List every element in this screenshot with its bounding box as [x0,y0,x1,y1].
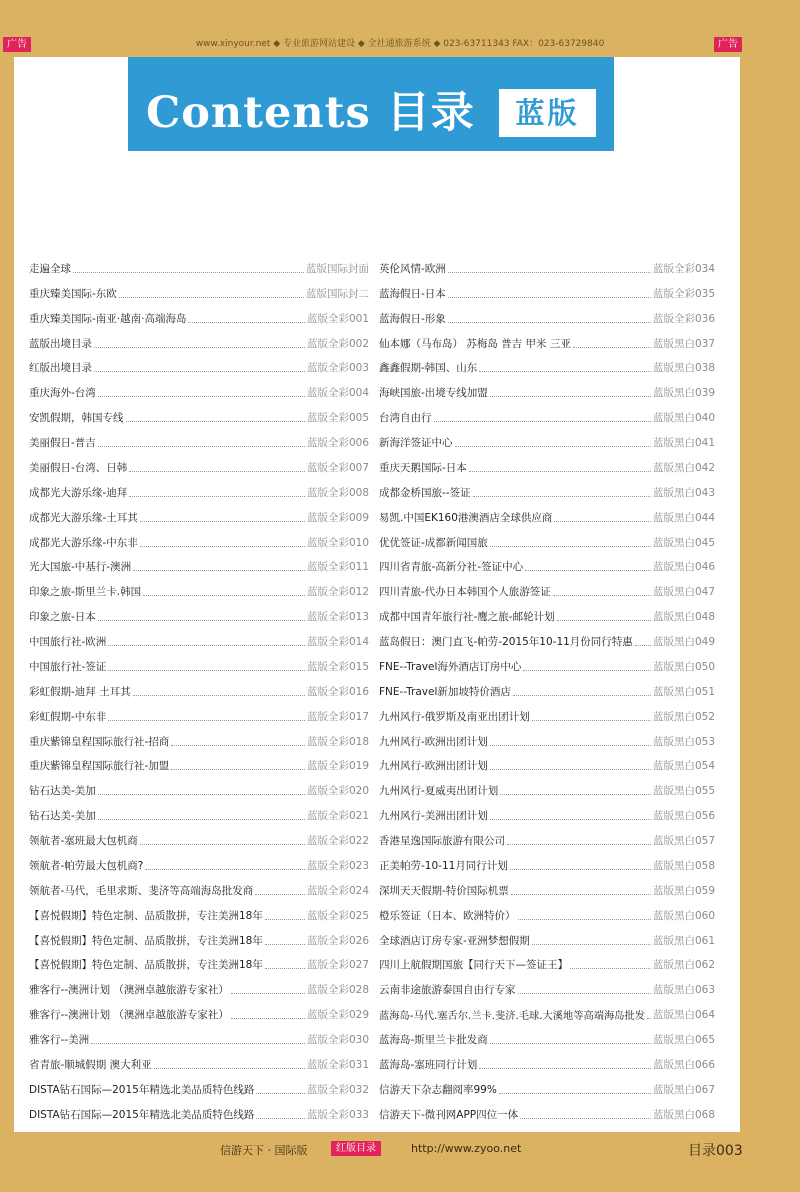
toc-entry[interactable] [379,928,715,953]
toc-entry-title: 重庆臻美国际-东欧 [29,287,117,300]
toc-leader-dots [473,496,651,497]
toc-entry[interactable] [379,281,715,306]
toc-leader-dots [98,446,305,447]
toc-entry-title: 美丽假日-台湾、日韩 [29,461,128,474]
toc-entry[interactable] [379,1002,715,1027]
toc-entry-title: 四川青旅-代办日本韩国个人旅游签证 [379,586,551,599]
toc-entry[interactable] [29,828,369,853]
toc-entry-page: 蓝版全彩016 [306,685,369,698]
toc-leader-dots [133,570,305,571]
toc-entry-title: 全球酒店订房专家-亚洲梦想假期 [379,934,530,947]
toc-entry[interactable] [379,256,715,281]
toc-entry[interactable] [379,530,715,555]
toc-leader-dots [525,570,651,571]
toc-entry-title: 橙乐签证（日本、欧洲特价） [379,909,516,922]
toc-entry-title: 雅客行--澳洲计划 （澳洲卓越旅游专家社） [29,1009,229,1022]
toc-leader-dots [140,521,305,522]
toc-entry-page: 蓝版黑白042 [652,461,715,474]
toc-leader-dots [511,894,651,895]
toc-leader-dots [448,297,651,298]
toc-entry-page: 蓝版全彩025 [306,909,369,922]
toc-leader-dots [570,968,651,969]
toc-entry-title: 走遍全球 [29,262,71,275]
toc-entry-page: 蓝版全彩036 [652,312,715,325]
toc-entry-title: 印象之旅-斯里兰卡.韩国 [29,586,142,599]
toc-entry-page: 蓝版黑白066 [652,1058,715,1071]
toc-entry[interactable] [29,306,369,331]
toc-entry-title: 安凯假期，韩国专线 [29,412,124,425]
toc-leader-dots [98,620,305,621]
toc-leader-dots [94,371,305,372]
toc-leader-dots [188,322,304,323]
toc-entry[interactable] [379,853,715,878]
toc-leader-dots [553,595,651,596]
toc-entry-page: 蓝版全彩008 [306,486,369,499]
toc-entry[interactable] [29,704,369,729]
toc-leader-dots [532,720,651,721]
toc-leader-dots [523,670,651,671]
toc-entry-page: 蓝版黑白052 [652,710,715,723]
toc-entry[interactable] [379,380,715,405]
toc-entry-page: 蓝版黑白039 [652,387,715,400]
toc-leader-dots [490,546,651,547]
toc-entry-title: 云南非途旅游泰国自由行专家 [379,984,516,997]
toc-entry-title: 中国旅行社-欧洲 [29,636,107,649]
toc-entry-page: 蓝版黑白057 [652,835,715,848]
toc-entry[interactable] [379,679,715,704]
toc-entry[interactable] [379,356,715,381]
toc-entry-title: 重庆紫锦皇程国际旅行社-招商 [29,735,170,748]
toc-entry[interactable] [29,1027,369,1052]
toc-entry-page: 蓝版黑白055 [652,785,715,798]
toc-entry-title: 印象之旅-日本 [29,611,96,624]
toc-entry-page: 蓝版黑白058 [652,859,715,872]
toc-entry-page: 蓝版黑白041 [652,437,715,450]
toc-entry[interactable] [379,729,715,754]
toc-entry[interactable] [29,331,369,356]
footer-tag[interactable]: 红版目录 [331,1141,381,1156]
toc-entry[interactable] [29,430,369,455]
toc-leader-dots [108,645,305,646]
toc-entry-title: 九州风行-美洲出团计划 [379,810,488,823]
edition-badge: 蓝版 [499,89,596,137]
toc-leader-dots [554,521,651,522]
toc-entry-page: 蓝版全彩006 [306,437,369,450]
toc-entry[interactable] [29,1077,369,1102]
toc-entry[interactable] [379,953,715,978]
toc-entry-page: 蓝版黑白051 [652,685,715,698]
toc-entry[interactable] [29,903,369,928]
contents-banner [128,57,614,151]
toc-entry[interactable] [29,1002,369,1027]
toc-leader-dots [255,894,305,895]
toc-leader-dots [490,769,651,770]
toc-entry-title: 美丽假日-普吉 [29,437,96,450]
toc-entry-title: 【喜悦假期】特色定制、品质散拼，专注美洲18年 [29,934,263,947]
toc-entry-page: 蓝版国际封二 [306,287,369,300]
toc-entry[interactable] [29,356,369,381]
toc-entry[interactable] [379,1027,715,1052]
toc-leader-dots [490,819,651,820]
toc-leader-dots [479,1068,651,1069]
toc-entry-title: 蓝海假日-日本 [379,287,446,300]
toc-leader-dots [647,1018,651,1019]
footer-url[interactable]: http://www.zyoo.net [411,1142,522,1155]
toc-leader-dots [557,620,651,621]
toc-leader-dots [231,993,305,994]
toc-entry-title: 雅客行--澳洲计划 （澳洲卓越旅游专家社） [29,984,229,997]
toc-leader-dots [532,944,651,945]
toc-entry-page: 蓝版全彩011 [306,561,369,574]
toc-entry[interactable] [379,828,715,853]
toc-entry-page: 蓝版全彩018 [306,735,369,748]
toc-entry-title: 正美帕劳-10-11月同行计划 [379,859,508,872]
toc-leader-dots [520,1118,651,1119]
toc-entry-page: 蓝版全彩026 [306,934,369,947]
toc-entry-title: 雅客行--美洲 [29,1034,90,1047]
toc-entry-page: 蓝版黑白060 [652,909,715,922]
toc-entry[interactable] [379,704,715,729]
toc-entry-title: 钻石达美-美加 [29,810,96,823]
page-title: Contents 目录 [146,88,475,138]
toc-entry-title: 九州风行-夏威夷出团计划 [379,785,499,798]
toc-entry-page: 蓝版全彩009 [306,511,369,524]
toc-entry[interactable] [29,679,369,704]
toc-entry[interactable] [29,928,369,953]
toc-entry[interactable] [379,654,715,679]
ad-badge-left[interactable]: 广告 [3,37,31,52]
toc-leader-dots [490,1043,651,1044]
toc-entry-title: 蓝海岛-斯里兰卡批发商 [379,1034,488,1047]
toc-entry[interactable] [29,530,369,555]
toc-entry[interactable] [379,306,715,331]
toc-leader-dots [448,272,651,273]
page-number: 目录003 [688,1143,743,1159]
toc-entry-title: 蓝海假日-形象 [379,312,446,325]
toc-entry-title: 领航者-帕劳最大包机商? [29,859,144,872]
toc-entry-page: 蓝版全彩032 [306,1083,369,1096]
toc-entry-title: 信游天下杂志翻阅率99% [379,1083,497,1096]
toc-entry-title: 蓝岛假日：澳门直飞-帕劳-2015年10-11月份同行特惠 [379,636,633,649]
toc-entry[interactable] [29,729,369,754]
toc-entry-page: 蓝版黑白068 [652,1108,715,1121]
toc-entry-page: 蓝版全彩002 [306,337,369,350]
toc-leader-dots [265,919,305,920]
toc-entry-title: 领航者-马代，毛里求斯、斐济等高端海岛批发商 [29,884,254,897]
toc-entry[interactable] [29,778,369,803]
toc-entry-title: 领航者-塞班最大包机商 [29,835,138,848]
toc-leader-dots [171,769,305,770]
toc-entry[interactable] [379,455,715,480]
toc-entry-page: 蓝版全彩030 [306,1034,369,1047]
toc-leader-dots [98,819,305,820]
toc-entry-page: 蓝版国际封面 [306,262,369,275]
toc-entry-title: 重庆天鹅国际-日本 [379,461,467,474]
toc-entry-title: 鑫鑫假期-韩国、山东 [379,362,478,375]
toc-entry-page: 蓝版黑白065 [652,1034,715,1047]
toc-entry[interactable] [379,480,715,505]
toc-entry-page: 蓝版黑白038 [652,362,715,375]
toc-entry-title: 蓝版出境目录 [29,337,92,350]
toc-entry-title: 易凯.中国EK160港澳酒店全球供应商 [379,511,553,524]
ad-badge-right[interactable]: 广告 [714,37,742,52]
toc-entry[interactable] [379,405,715,430]
toc-entry[interactable] [379,778,715,803]
toc-entry-title: DISTA钻石国际—2015年精选北美品质特色线路 [29,1108,255,1121]
toc-leader-dots [518,919,651,920]
toc-leader-dots [171,745,305,746]
toc-entry-title: 香港星逸国际旅游有限公司 [379,835,505,848]
toc-entry-title: FNE--Travel新加坡特价酒店 [379,685,511,698]
toc-leader-dots [434,421,651,422]
toc-entry-title: 新海洋签证中心 [379,437,453,450]
toc-leader-dots [265,944,305,945]
toc-entry[interactable] [29,853,369,878]
toc-leader-dots [256,1118,305,1119]
toc-entry-page: 蓝版黑白044 [652,511,715,524]
toc-entry-title: 红版出境目录 [29,362,92,375]
toc-entry[interactable] [29,505,369,530]
toc-entry-page: 蓝版黑白054 [652,760,715,773]
toc-leader-dots [448,322,651,323]
toc-entry-page: 蓝版黑白067 [652,1083,715,1096]
toc-entry-page: 蓝版黑白046 [652,561,715,574]
toc-entry[interactable] [29,281,369,306]
toc-entry-page: 蓝版黑白043 [652,486,715,499]
toc-entry-title: 深圳天天假期-特价国际机票 [379,884,509,897]
toc-entry-page: 蓝版全彩022 [306,835,369,848]
toc-column-right [379,256,715,1127]
toc-leader-dots [479,371,651,372]
toc-entry-page: 蓝版黑白064 [652,1009,715,1022]
toc-entry-page: 蓝版全彩020 [306,785,369,798]
toc-leader-dots [91,1043,305,1044]
toc-entry-page: 蓝版全彩027 [306,959,369,972]
toc-entry-title: 蓝海岛-马代.塞舌尔.兰卡.斐济.毛球.大溪地等高端海岛批发 [379,1010,645,1023]
toc-entry-title: 重庆海外-台湾 [29,387,96,400]
toc-entry-page: 蓝版全彩013 [306,611,369,624]
toc-entry-title: 优优签证-成都新闻国旅 [379,536,488,549]
toc-leader-dots [507,844,651,845]
toc-leader-dots [108,720,305,721]
toc-leader-dots [490,745,651,746]
toc-entry[interactable] [29,953,369,978]
toc-entry[interactable] [29,1052,369,1077]
toc-leader-dots [126,421,305,422]
toc-entry-page: 蓝版全彩033 [306,1108,369,1121]
toc-entry-title: FNE--Travel海外酒店订房中心 [379,660,522,673]
toc-entry-title: 【喜悦假期】特色定制、品质散拼，专注美洲18年 [29,909,263,922]
toc-leader-dots [573,347,651,348]
toc-entry-title: 重庆臻美国际-南亚·越南·高端海岛 [29,312,187,325]
toc-leader-dots [265,968,305,969]
toc-entry[interactable] [29,604,369,629]
toc-leader-dots [129,496,305,497]
toc-entry-title: 彩虹假期-中东非 [29,710,107,723]
toc-leader-dots [490,396,651,397]
toc-leader-dots [256,1093,305,1094]
toc-entry-title: 九州风行-欧洲出团计划 [379,760,488,773]
toc-leader-dots [98,396,305,397]
toc-entry-page: 蓝版黑白047 [652,586,715,599]
toc-entry[interactable] [379,803,715,828]
toc-entry-page: 蓝版全彩015 [306,660,369,673]
toc-entry[interactable] [29,977,369,1002]
toc-entry-title: 台湾自由行 [379,412,432,425]
toc-entry[interactable] [29,256,369,281]
toc-entry[interactable] [29,654,369,679]
toc-entry-page: 蓝版全彩014 [306,636,369,649]
toc-entry-page: 蓝版全彩024 [306,884,369,897]
toc-entry-title: 四川省青旅-高新分社-签证中心 [379,561,524,574]
toc-entry-page: 蓝版全彩021 [306,810,369,823]
toc-entry[interactable] [379,629,715,654]
toc-leader-dots [133,695,305,696]
toc-leader-dots [143,595,305,596]
toc-leader-dots [499,1093,651,1094]
toc-leader-dots [145,869,305,870]
toc-entry-title: 重庆紫锦皇程国际旅行社-加盟 [29,760,170,773]
toc-entry-page: 蓝版黑白037 [652,337,715,350]
toc-entry-title: 英伦风情-欧洲 [379,262,446,275]
footer-slogan: 信游天下 · 国际版 [220,1144,308,1157]
toc-leader-dots [518,993,651,994]
toc-entry-title: 四川上航假期国旅【同行天下—签证王】 [379,959,568,972]
toc-entry-page: 蓝版黑白061 [652,934,715,947]
toc-entry[interactable] [29,555,369,580]
toc-entry-page: 蓝版黑白053 [652,735,715,748]
toc-entry[interactable] [29,380,369,405]
toc-entry-page: 蓝版全彩005 [306,412,369,425]
toc-leader-dots [140,546,305,547]
toc-leader-dots [635,645,651,646]
toc-entry[interactable] [29,455,369,480]
toc-entry[interactable] [379,604,715,629]
toc-entry-title: 九州风行-欧洲出团计划 [379,735,488,748]
toc-entry-page: 蓝版全彩004 [306,387,369,400]
toc-leader-dots [513,695,651,696]
toc-entry-page: 蓝版全彩019 [306,760,369,773]
toc-entry-page: 蓝版黑白056 [652,810,715,823]
header-contact-line: www.xinyour.net ◆ 专业旅游网站建设 ◆ 全社通旅游系统 ◆ 023-63711343 FAX：023-63729840 [195,39,605,49]
toc-entry[interactable] [379,754,715,779]
toc-entry-title: 仙本娜（马布岛） 苏梅岛 普吉 甲米 三亚 [379,337,571,350]
toc-entry-title: DISTA钻石国际—2015年精选北美品质特色线路 [29,1083,255,1096]
toc-entry-page: 蓝版全彩023 [306,859,369,872]
toc-entry-page: 蓝版全彩007 [306,461,369,474]
toc-leader-dots [455,446,651,447]
toc-entry-title: 蓝海岛-塞班同行计划 [379,1058,478,1071]
toc-leader-dots [98,794,305,795]
toc-entry-title: 信游天下-微刊网APP四位一体 [379,1108,519,1121]
toc-entry[interactable] [379,331,715,356]
toc-leader-dots [154,1068,305,1069]
toc-leader-dots [500,794,651,795]
toc-entry[interactable] [379,430,715,455]
toc-entry-title: 光大国旅-中基行-澳洲 [29,561,132,574]
toc-entry-page: 蓝版全彩017 [306,710,369,723]
toc-leader-dots [94,347,305,348]
toc-entry[interactable] [29,803,369,828]
toc-entry[interactable] [29,754,369,779]
toc-entry-page: 蓝版全彩001 [306,312,369,325]
toc-leader-dots [231,1018,305,1019]
toc-leader-dots [129,471,305,472]
toc-entry-title: 成都光大游乐缘-中东非 [29,536,138,549]
toc-entry-page: 蓝版全彩034 [652,262,715,275]
toc-entry-page: 蓝版全彩029 [306,1009,369,1022]
toc-entry[interactable] [379,977,715,1002]
toc-entry-page: 蓝版全彩012 [306,586,369,599]
toc-entry-page: 蓝版全彩003 [306,362,369,375]
toc-entry-page: 蓝版全彩035 [652,287,715,300]
toc-entry-title: 成都金桥国旅--签证 [379,486,471,499]
toc-entry-title: 九州风行-俄罗斯及南亚出团计划 [379,710,530,723]
toc-entry[interactable] [29,878,369,903]
toc-leader-dots [469,471,651,472]
toc-entry[interactable] [379,903,715,928]
toc-entry[interactable] [379,1077,715,1102]
toc-entry-page: 蓝版黑白063 [652,984,715,997]
toc-entry-page: 蓝版黑白062 [652,959,715,972]
toc-entry-title: 彩虹假期-迪拜 土耳其 [29,685,131,698]
toc-entry-title: 海峡国旅-出境专线加盟 [379,387,488,400]
toc-entry-page: 蓝版黑白048 [652,611,715,624]
toc-entry[interactable] [29,405,369,430]
toc-entry-title: 省青旅-顺城假期 澳大利亚 [29,1058,152,1071]
toc-entry-title: 钻石达美-美加 [29,785,96,798]
toc-entry[interactable] [379,1102,715,1127]
toc-entry-page: 蓝版全彩028 [306,984,369,997]
toc-column-left [29,256,369,1127]
toc-entry[interactable] [379,1052,715,1077]
toc-leader-dots [119,297,304,298]
toc-entry-page: 蓝版全彩010 [306,536,369,549]
toc-entry-title: 成都中国青年旅行社-鹰之旅-邮轮计划 [379,611,555,624]
toc-entry-page: 蓝版黑白049 [652,636,715,649]
toc-entry[interactable] [29,1102,369,1127]
toc-leader-dots [140,844,305,845]
toc-entry[interactable] [379,878,715,903]
toc-leader-dots [108,670,305,671]
toc-entry-title: 中国旅行社-签证 [29,660,107,673]
toc-entry-title: 【喜悦假期】特色定制、品质散拼，专注美洲18年 [29,959,263,972]
toc-entry[interactable] [29,579,369,604]
toc-entry-page: 蓝版黑白045 [652,536,715,549]
toc-entry-page: 蓝版黑白059 [652,884,715,897]
toc-entry-title: 成都光大游乐缘-迪拜 [29,486,128,499]
toc-entry-page: 蓝版全彩031 [306,1058,369,1071]
toc-entry[interactable] [29,480,369,505]
toc-entry[interactable] [29,629,369,654]
toc-entry[interactable] [379,505,715,530]
footer [0,1138,800,1162]
toc-entry-page: 蓝版黑白040 [652,412,715,425]
toc-leader-dots [510,869,651,870]
toc-entry-page: 蓝版黑白050 [652,660,715,673]
toc-leader-dots [73,272,304,273]
toc-entry-title: 成都光大游乐缘-土耳其 [29,511,138,524]
toc-entry[interactable] [379,579,715,604]
toc-entry[interactable] [379,555,715,580]
